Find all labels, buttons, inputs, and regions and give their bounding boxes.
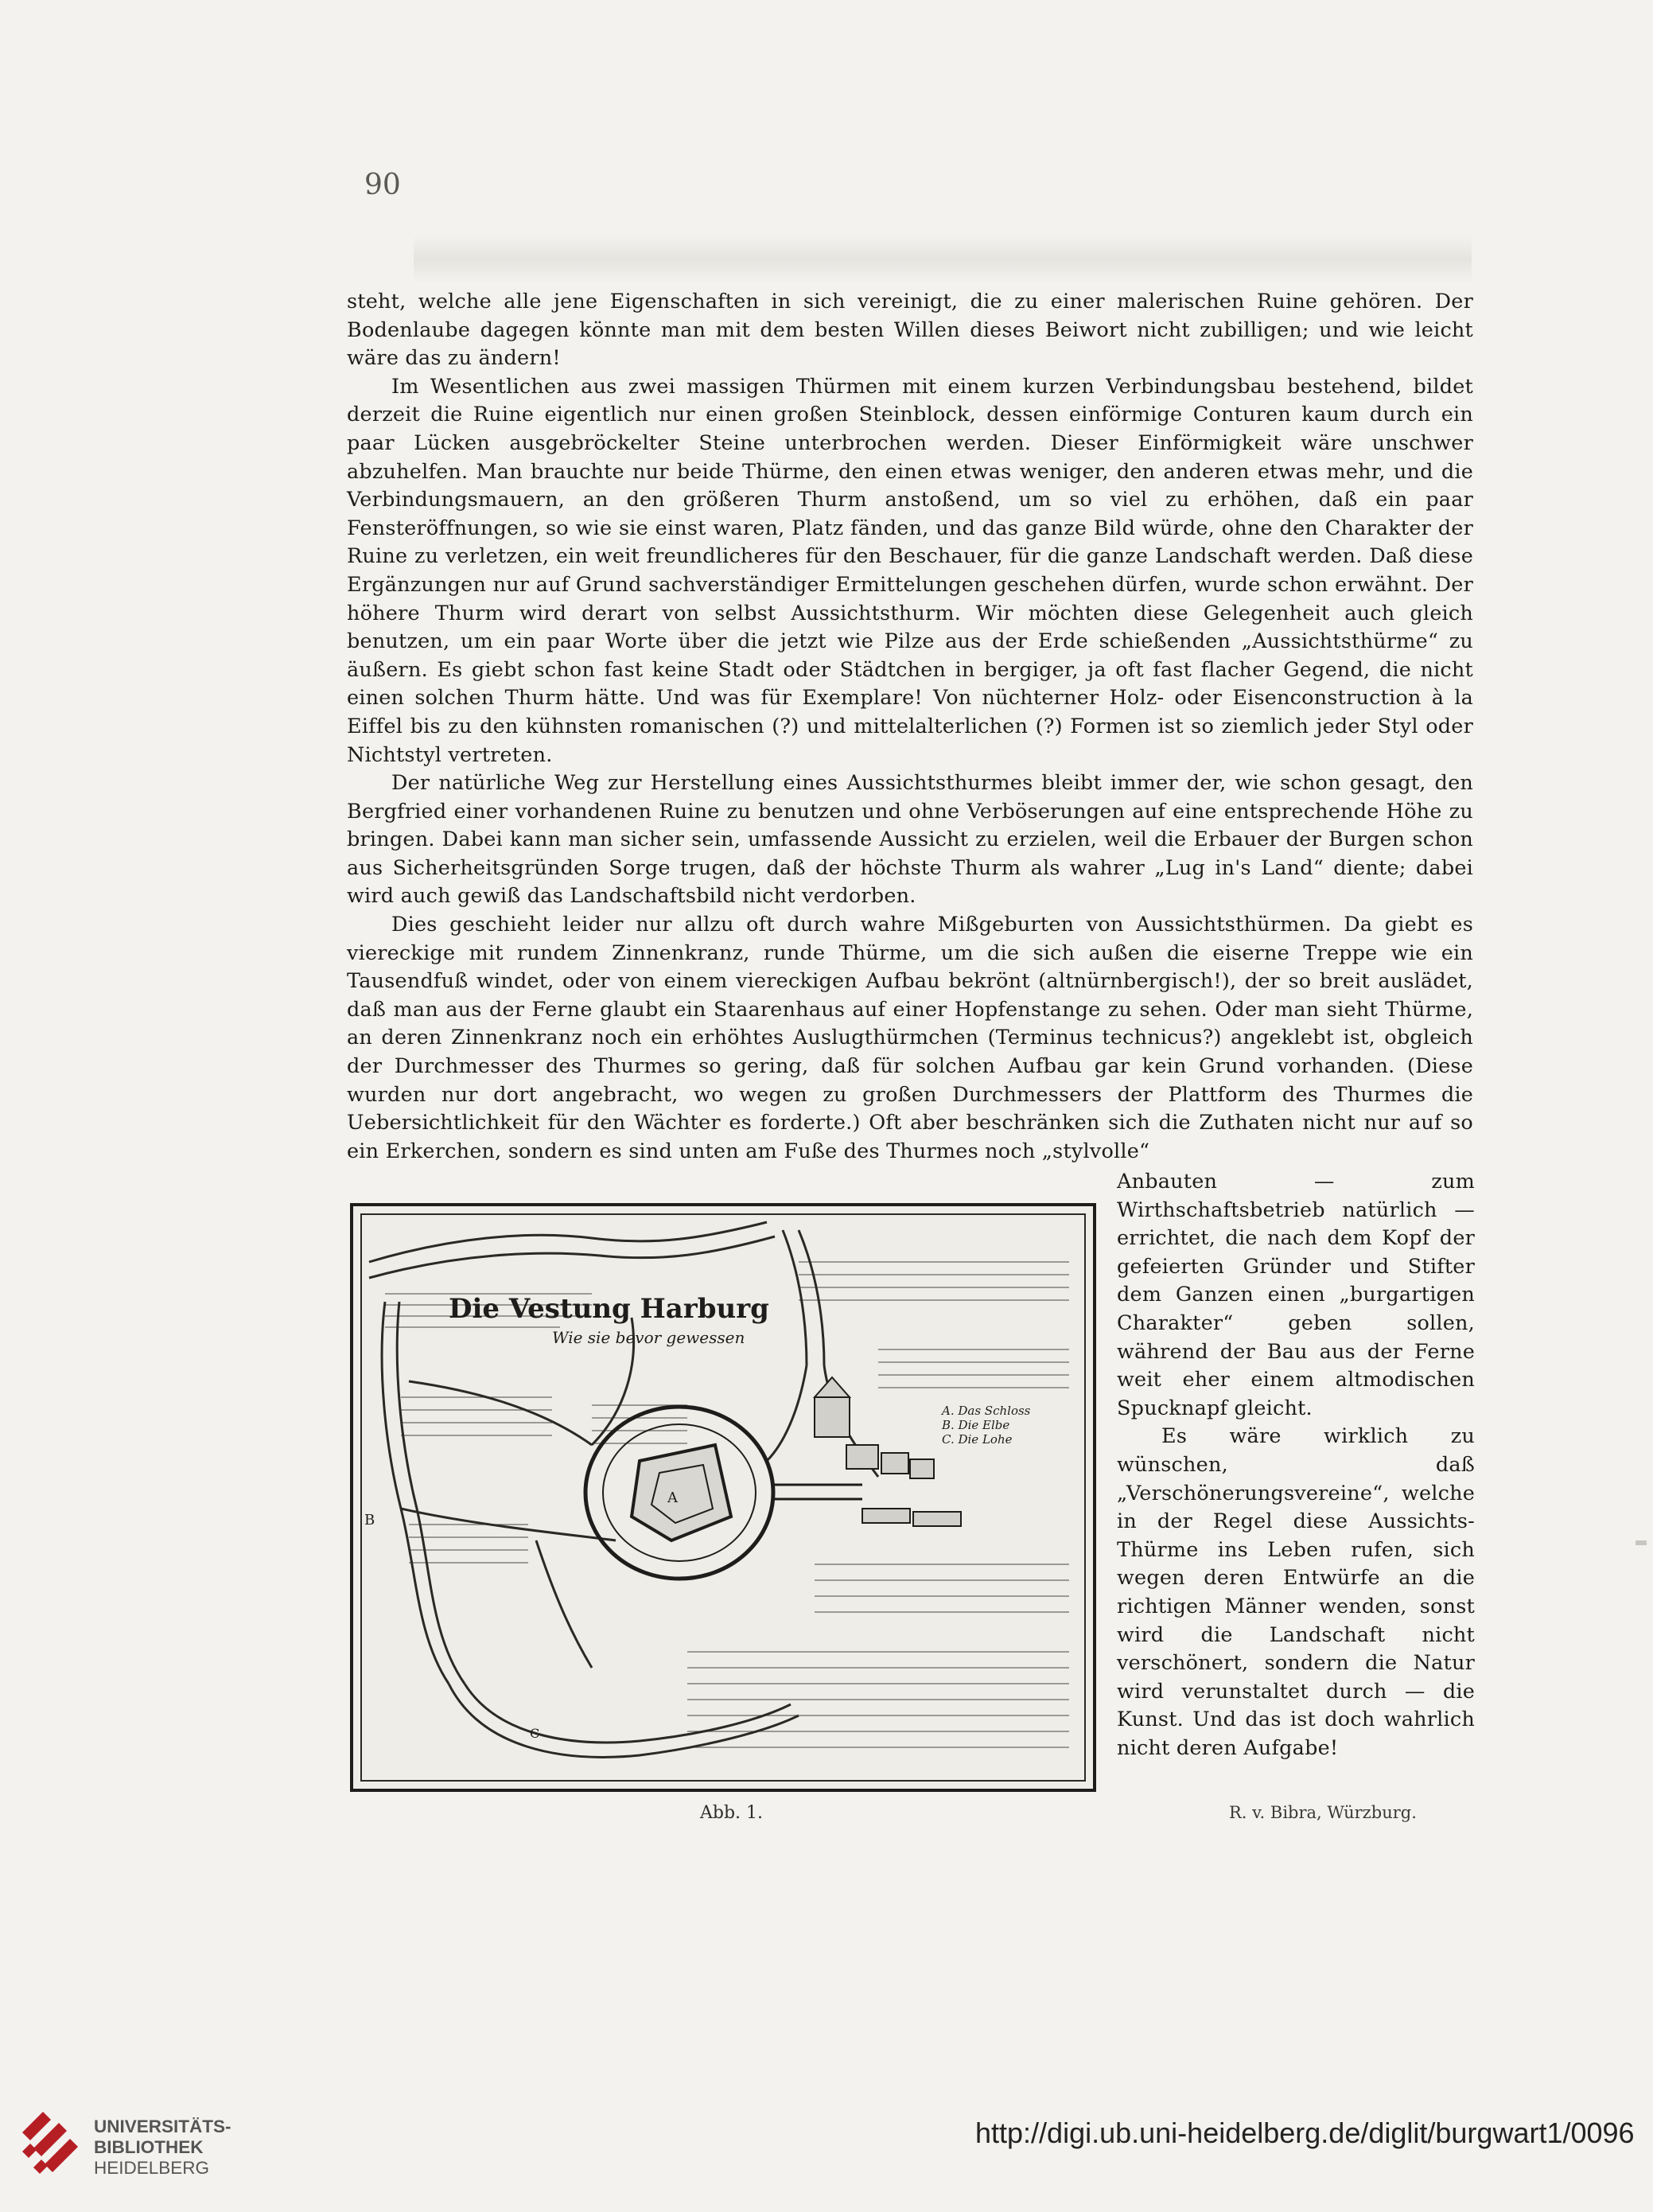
map-marker-c: C [530,1726,540,1741]
map-title: Die Vestung Harburg [449,1293,769,1325]
paragraph: Dies geschieht leider nur allzu oft durch wahre Mißgeburten von Aussichtsthürmen. Da giebt es viereckige mit rundem Zinnenkranz, runde Thürme, um die sich außen die eiserne Treppe wie ein Tausendfuß windet, oder von einem viereckigen Aufbau bekrönt (altnürnbergisch!), der so breit auslädet, daß man aus der Ferne glaubt ein Staarenhaus auf einer Hopfenstange zu sehen. Oder man sieht Thürme, an deren Zinnenkranz noch ein erhöhtes Auslugthürmchen (Terminus technicus?) angeklebt ist, obgleich der Durchmesser des Thurmes so gering, daß für solchen Aufbau gar kein Grund vorhanden. (Diese wurden nur dort angebracht, wo wegen zu großen Durchmessers der Plattform des Thurmes die Uebersichtlichkeit für den Wächter es forderte.) Oft aber beschränken sich die Zuthaten nicht nur auf so ein Erkerchen, sondern es sind unten am Fuße des Thurmes noch „stylvolle“ [347,913,1473,1163]
institution-line: BIBLIOTHEK [94,2137,204,2157]
paragraph: Es wäre wirklich zu wünschen, daß „Verschönerungsvereine“, welche in der Regel diese Aussichts-Thürme ins Leben rufen, sich wegen deren Entwürfe an die richtigen Männer wenden, sonst wird die Landschaft nicht verschönert, sondern die Natur wird verunstaltet durch — die Kunst. Und das ist doch wahrlich nicht deren Aufgabe! [1117,1424,1475,1760]
map-legend-item: C. Die Lohe [942,1432,1013,1447]
paragraph: steht, welche alle jene Eigenschaften in sich vereinigt, die zu einer malerischen Ruine gehören. Der Bodenlaube dagegen könnte man mit dem besten Willen dieses Beiwort nicht zubilligen; und wie leicht wäre das zu ändern! [347,290,1473,371]
article-body [347,288,1473,1166]
fortress-map-engraving [353,1206,1093,1789]
page-number: 90 [364,169,401,201]
map-legend-item: A. Das Schloss [942,1404,1031,1418]
figure-map [350,1203,1096,1792]
source-url-link[interactable]: http://digi.ub.uni-heidelberg.de/diglit/burgwart1/0096 [975,2117,1635,2149]
paragraph: Anbauten — zum Wirthschaftsbetrieb natürlich — errichtet, die nach dem Kopf der gefeierten Gründer und Stifter dem Ganzen einen „burgartigen Charakter“ geben sollen, während der Bau aus der Ferne weit eher einem altmodischen Spucknapf gleicht. [1117,1170,1475,1420]
paragraph: Im Wesentlichen aus zwei massigen Thürmen mit einem kurzen Verbindungsbau bestehend, bildet derzeit die Ruine eigentlich nur einen großen Steinblock, dessen einförmige Conturen kaum durch ein paar Lücken ausgebröckelter Steine unterbrochen werden. Dieser Einförmigkeit wäre unschwer abzuhelfen. Man brauchte nur beide Thürme, den einen etwas weniger, den anderen etwas mehr, und die Verbindungsmauern, an den größeren Thurm anstoßend, um so viel zu erhöhen, daß ein paar Fensteröffnungen, so wie sie einst waren, Platz fänden, und das ganze Bild würde, ohne den Charakter der Ruine zu verletzen, ein weit freundlicheres für den Beschauer, für die ganze Landschaft werden. Daß diese Ergänzungen nur auf Grund sachverständiger Ermittelungen geschehen dürfen, wurde schon erwähnt. Der höhere Thurm wird derart von selbst Aussichtsthurm. Wir möchten diese Gelegenheit auch gleich benutzen, um ein paar Worte über die jetzt wie Pilze aus der Erde schießenden „Aussichtsthürme“ zu äußern. Es giebt schon fast keine Stadt oder Städtchen in bergiger, ja oft fast flacher Gegend, die nicht einen solchen Thurm hätte. Und was für Exemplare! Von nüchterner Holz- oder Eisenconstruction à la Eiffel bis zu den kühnsten romanischen (?) und mittelalterlichen (?) Formen ist so ziemlich jeder Styl oder Nichtstyl vertreten. [347,374,1473,767]
side-column-text [1117,1168,1475,1762]
town-buildings [815,1377,961,1526]
bleed-through-band [414,236,1472,283]
institution-line: UNIVERSITÄTS- [94,2117,231,2136]
map-marker-a: A [667,1490,678,1506]
institution-name [94,2117,231,2179]
map-marker-b: B [364,1512,375,1529]
figure-caption: Abb. 1. [700,1803,764,1823]
author-signature: R. v. Bibra, Würzburg. [1229,1803,1417,1822]
institution-line: HEIDELBERG [94,2158,210,2178]
university-library-logo-icon [16,2105,81,2182]
paragraph: Der natürliche Weg zur Herstellung eines Aussichtsthurmes bleibt immer der, wie schon gesagt, den Bergfried einer vorhandenen Ruine zu benutzen und ohne Verböserungen auf eine entsprechende Höhe zu bringen. Dabei kann man sicher sein, umfassende Aussicht zu erzielen, weil die Erbauer der Burgen schon aus Sicherheitsgründen Sorge trugen, daß der höchste Thurm als wahrer „Lug in's Land“ diente; dabei wird auch gewiß das Landschaftsbild nicht verdorben. [347,771,1473,909]
map-subtitle: Wie sie bevor gewessen [552,1328,745,1347]
bleed-through-header [1233,72,1551,127]
page-edge-mark [1635,1540,1647,1545]
map-legend-item: B. Die Elbe [942,1418,1010,1432]
